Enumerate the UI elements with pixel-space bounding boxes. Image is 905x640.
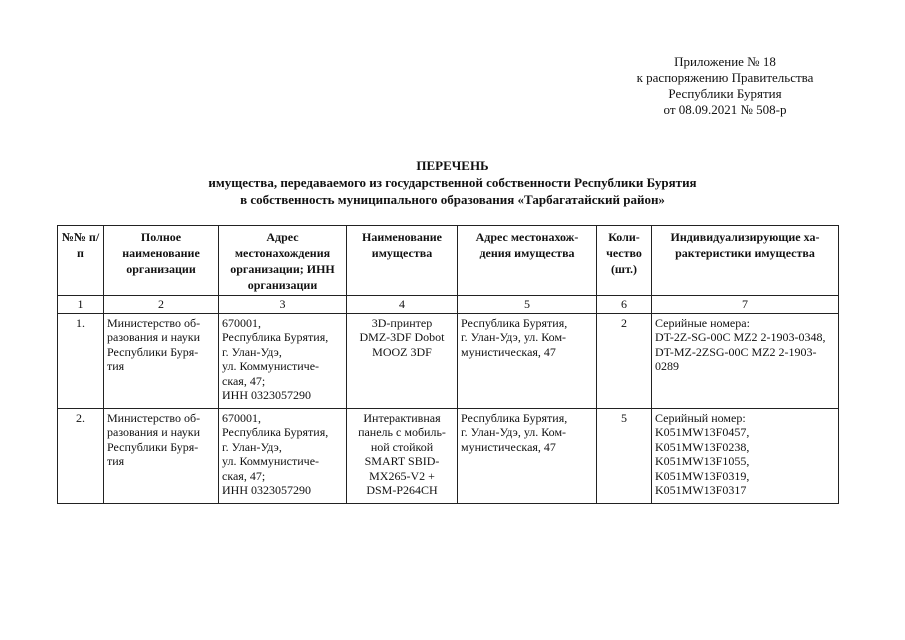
cell-line: г. Улан-Удэ, (222, 344, 282, 359)
appendix-line: Республики Бурятия (668, 86, 782, 101)
property-address-cell (458, 313, 597, 408)
column-number: 4 (347, 296, 458, 314)
column-number: 3 (219, 296, 347, 314)
cell-line: K051MW13F0457, (655, 425, 750, 439)
property-name-cell (347, 408, 458, 503)
quantity-cell: 2 (597, 313, 652, 408)
column-number: 5 (458, 296, 597, 314)
cell-line: ская, 47; (222, 373, 266, 388)
org-name-cell (104, 408, 219, 503)
cell-line: DMZ-3DF Dobot (359, 330, 445, 344)
header-details: Индивидуализирующие ха-рактеристики имущества (652, 226, 839, 296)
cell-line: панель с мобиль- (358, 425, 446, 439)
appendix-line: Приложение № 18 (674, 54, 776, 69)
column-number-row (58, 296, 839, 314)
column-number: 7 (652, 296, 839, 314)
cell-line: г. Улан-Удэ, ул. Ком- (461, 425, 567, 439)
property-table (57, 225, 839, 504)
row-number: 2. (58, 408, 104, 503)
table-row (58, 408, 839, 503)
cell-line: Серийные номера: (655, 315, 750, 330)
header-property-name: Наименование имущества (347, 226, 458, 296)
cell-line: Республика Бурятия, (222, 425, 329, 439)
header-quantity: Коли-чество (шт.) (597, 226, 652, 296)
cell-line: MX265-V2 + (369, 468, 435, 483)
cell-line: Серийный номер: (655, 410, 746, 425)
column-number: 6 (597, 296, 652, 314)
cell-line: DSM-P264CH (366, 483, 438, 497)
cell-line: 670001, (222, 315, 261, 330)
cell-line: 670001, (222, 410, 261, 425)
cell-line: Республика Бурятия, (461, 410, 568, 425)
cell-line: разования и науки (107, 425, 201, 439)
details-cell (652, 408, 839, 503)
cell-line: K051MW13F0317 (655, 483, 747, 497)
cell-line: MOOZ 3DF (372, 344, 432, 359)
cell-line: Министерство об- (107, 315, 201, 330)
title-line-2: в собственность муниципального образования «Тарбагатайский район» (240, 192, 665, 207)
header-property-address: Адрес местонахож-дения имущества (458, 226, 597, 296)
cell-line: DT-2Z-SG-00C MZ2 2-1903-0348, (655, 330, 826, 344)
cell-line: Республики Буря- (107, 344, 199, 359)
cell-line: Республика Бурятия, (461, 315, 568, 330)
cell-line: разования и науки (107, 330, 201, 344)
cell-line: K051MW13F1055, (655, 454, 750, 468)
org-address-cell (219, 408, 347, 503)
cell-line: K051MW13F0319, (655, 468, 750, 483)
cell-line: ул. Коммунистиче- (222, 359, 320, 373)
column-number: 2 (104, 296, 219, 314)
title-main: ПЕРЕЧЕНЬ (416, 158, 489, 173)
title-line-1: имущества, передаваемого из государственной собственности Республики Бурятия (208, 175, 697, 190)
cell-line: ул. Коммунистиче- (222, 454, 320, 468)
cell-line: тия (107, 454, 125, 468)
cell-line: Министерство об- (107, 410, 201, 425)
property-name-cell (347, 313, 458, 408)
cell-line: 3D-принтер (371, 315, 433, 330)
org-address-cell (219, 313, 347, 408)
cell-line: K051MW13F0238, (655, 439, 750, 454)
header-num: №№ п/п (58, 226, 104, 296)
appendix-line: от 08.09.2021 № 508-р (663, 102, 787, 117)
org-name-cell (104, 313, 219, 408)
cell-line: г. Улан-Удэ, ул. Ком- (461, 330, 567, 344)
row-number: 1. (58, 313, 104, 408)
cell-line: 0289 (655, 359, 679, 373)
cell-line: Республики Буря- (107, 439, 199, 454)
property-address-cell (458, 408, 597, 503)
cell-line: ИНН 0323057290 (222, 483, 311, 497)
column-number: 1 (58, 296, 104, 314)
cell-line: тия (107, 359, 125, 373)
quantity-cell: 5 (597, 408, 652, 503)
appendix-block (560, 54, 890, 118)
cell-line: ИНН 0323057290 (222, 388, 311, 402)
cell-line: ной стойкой (370, 439, 434, 454)
cell-line: Республика Бурятия, (222, 330, 329, 344)
cell-line: SMART SBID- (364, 454, 440, 468)
table-row (58, 313, 839, 408)
cell-line: DT-MZ-2ZSG-00C MZ2 2-1903- (655, 344, 817, 359)
appendix-line: к распоряжению Правительства (636, 70, 814, 85)
header-org-address: Адрес местонахождения организации; ИНН организации (219, 226, 347, 296)
cell-line: Интерактивная (363, 410, 441, 425)
details-cell (652, 313, 839, 408)
cell-line: мунистическая, 47 (461, 344, 556, 359)
header-row (58, 226, 839, 296)
cell-line: ская, 47; (222, 468, 266, 483)
header-org-name: Полное наименование организации (104, 226, 219, 296)
cell-line: мунистическая, 47 (461, 439, 556, 454)
document-title (0, 157, 905, 208)
cell-line: г. Улан-Удэ, (222, 439, 282, 454)
